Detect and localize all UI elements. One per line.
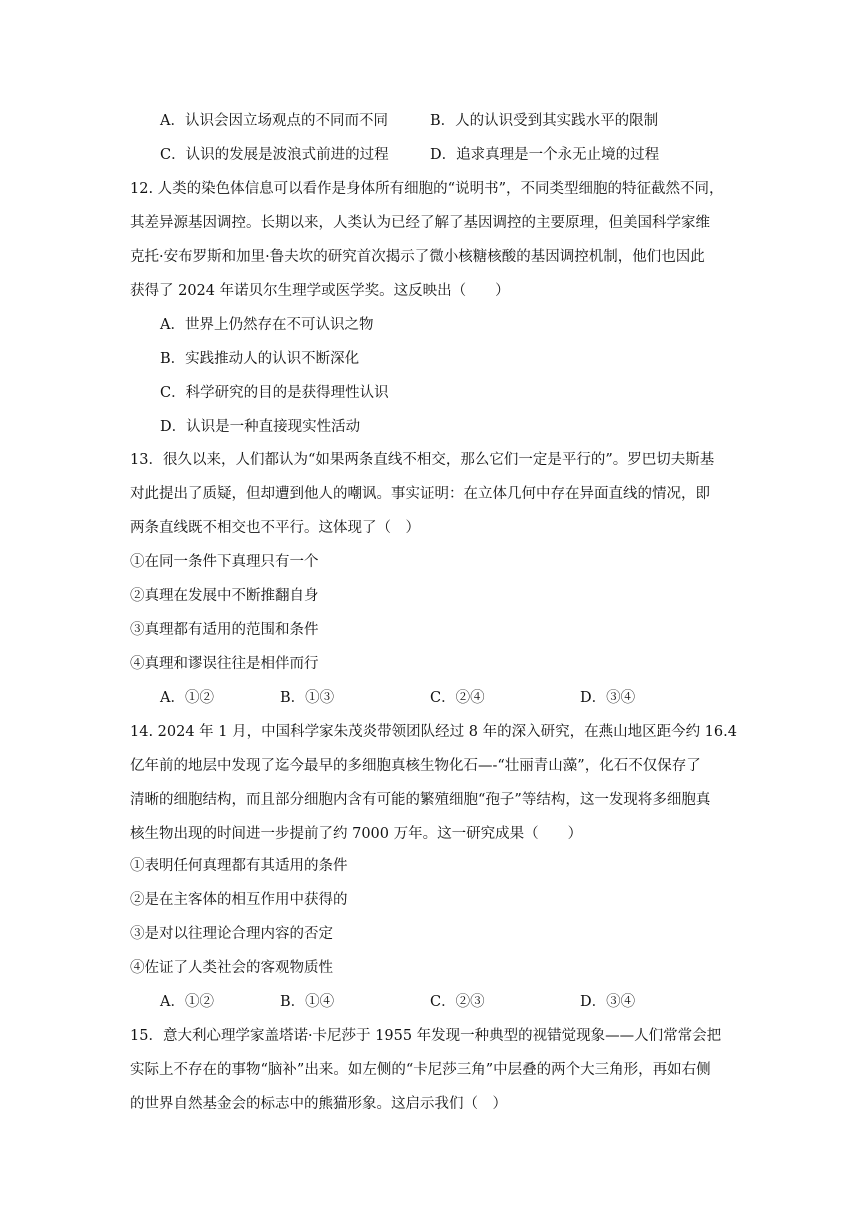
- q14-option-b: B．①④: [280, 994, 335, 1010]
- q12-option-b: B．实践推动人的认识不断深化: [160, 351, 360, 367]
- q12-option-a: A．世界上仍然存在不可认识之物: [160, 317, 374, 333]
- q14-option-c: C．②③: [430, 994, 485, 1010]
- q14-item: ④佐证了人类社会的客观物质性: [130, 960, 333, 976]
- q14-stem-line: 清晰的细胞结构，而且部分细胞内含有可能的繁殖细胞“孢子”等结构，这一发现将多细胞真: [130, 792, 711, 808]
- q13-stem-line: 13．很久以来，人们都认为“如果两条直线不相交，那么它们一定是平行的”。罗巴切夫斯基: [130, 452, 715, 468]
- q13-item: ③真理都有适用的范围和条件: [130, 622, 319, 638]
- q14-stem-line: 14. 2024 年 1 月，中国科学家朱茂炎带领团队经过 8 年的深入研究，在燕山地区距今约 16.4: [130, 724, 737, 740]
- q14-stem-line: 亿年前的地层中发现了迄今最早的多细胞真核生物化石—-“壮丽青山藻”，化石不仅保存了: [130, 758, 701, 774]
- q12-stem-line: 克托·安布罗斯和加里·鲁夫坎的研究首次揭示了微小核糖核酸的基因调控机制，他们也因此: [130, 249, 705, 265]
- q11-option-b: B．人的认识受到其实践水平的限制: [430, 113, 659, 129]
- q12-option-c: C．科学研究的目的是获得理性认识: [160, 385, 389, 401]
- q13-option-d: D．③④: [580, 690, 636, 706]
- q15-stem-line: 15．意大利心理学家盖塔诺·卡尼莎于 1955 年发现一种典型的视错觉现象——人们常常会把: [130, 1028, 722, 1044]
- q13-item: ①在同一条件下真理只有一个: [130, 554, 319, 570]
- q13-option-a: A．①②: [160, 690, 214, 706]
- q11-option-a: A．认识会因立场观点的不同而不同: [160, 113, 388, 129]
- q13-option-c: C．②④: [430, 690, 485, 706]
- q14-option-a: A．①②: [160, 994, 214, 1010]
- q11-option-c: C．认识的发展是波浪式前进的过程: [160, 147, 389, 163]
- q13-item: ②真理在发展中不断推翻自身: [130, 588, 319, 604]
- q12-stem-line: 获得了 2024 年诺贝尔生理学或医学奖。这反映出（ ）: [130, 283, 510, 299]
- q14-item: ②是在主客体的相互作用中获得的: [130, 892, 348, 908]
- q13-item: ④真理和谬误往往是相伴而行: [130, 656, 319, 672]
- q14-option-d: D．③④: [580, 994, 636, 1010]
- q14-item: ③是对以往理论合理内容的否定: [130, 926, 333, 942]
- q12-option-d: D．认识是一种直接现实性活动: [160, 419, 361, 435]
- q15-stem-line: 的世界自然基金会的标志中的熊猫形象。这启示我们（ ）: [130, 1096, 507, 1112]
- q13-stem-line: 对此提出了质疑，但却遭到他人的嘲讽。事实证明：在立体几何中存在异面直线的情况，即: [130, 486, 710, 502]
- q12-stem-line: 其差异源基因调控。长期以来，人类认为已经了解了基因调控的主要原理，但美国科学家维: [130, 215, 710, 231]
- q13-stem-line: 两条直线既不相交也不平行。这体现了（ ）: [130, 520, 420, 536]
- q11-option-d: D．追求真理是一个永无止境的过程: [430, 147, 660, 163]
- q13-option-b: B．①③: [280, 690, 335, 706]
- q12-stem-line: 12. 人类的染色体信息可以看作是身体所有细胞的“说明书”，不同类型细胞的特征截然不同，: [130, 181, 724, 197]
- q15-stem-line: 实际上不存在的事物“脑补”出来。如左侧的“卡尼莎三角”中层叠的两个大三角形，再如右侧: [130, 1062, 711, 1078]
- q14-stem-line: 核生物出现的时间进一步提前了约 7000 万年。这一研究成果（ ）: [130, 826, 583, 842]
- q14-item: ①表明任何真理都有其适用的条件: [130, 858, 348, 874]
